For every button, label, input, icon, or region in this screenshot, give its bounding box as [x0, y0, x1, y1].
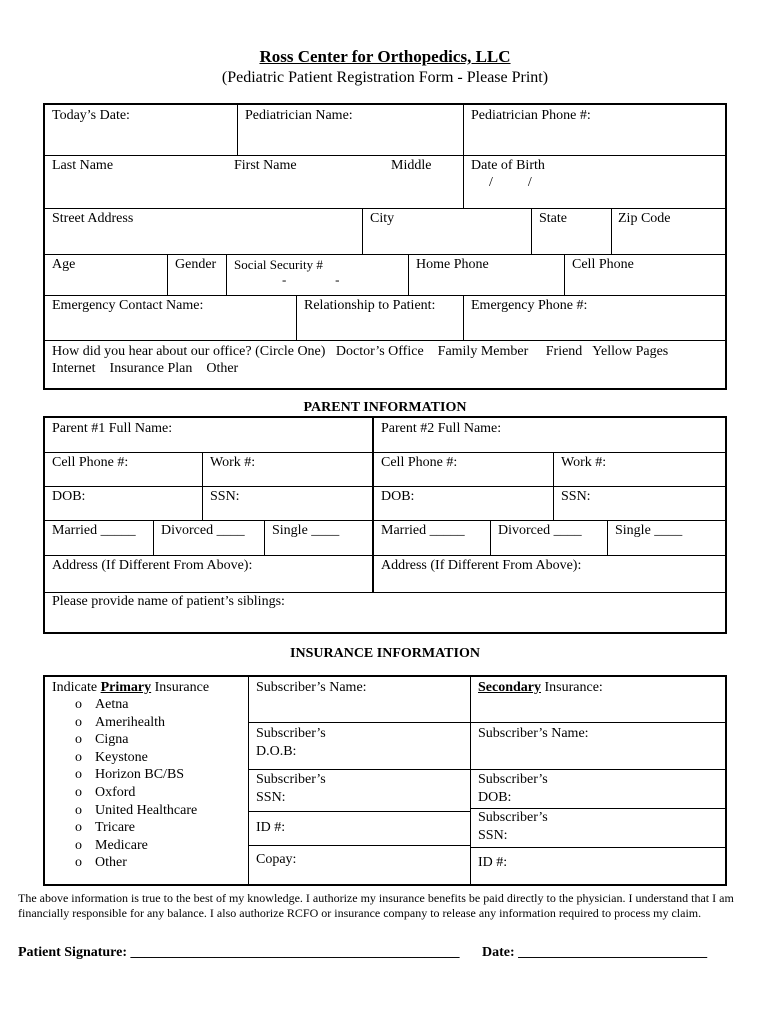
last-name-label: Last Name	[52, 158, 114, 173]
home-phone-label: Home Phone	[416, 257, 489, 272]
dob-slashes: / /	[489, 175, 532, 190]
state-label: State	[539, 211, 567, 226]
gender-label: Gender	[175, 257, 217, 272]
sec-subscriber-name-label: Subscriber’s Name:	[478, 726, 589, 741]
secondary-insurance-label: Secondary Insurance:	[478, 680, 603, 695]
pediatrician-name-label: Pediatrician Name:	[245, 108, 353, 123]
todays-date-label: Today’s Date:	[52, 108, 130, 123]
referral-options: Internet Insurance Plan Other	[52, 361, 239, 376]
middle-name-label: Middle	[391, 158, 432, 173]
sec-subscriber-ssn-label: Subscriber’s	[478, 810, 548, 825]
parent2-single: Single ____	[615, 523, 683, 538]
ssn-label: Social Security #	[234, 257, 323, 272]
parent2-married: Married _____	[381, 523, 465, 538]
street-address-label: Street Address	[52, 211, 134, 226]
parent1-single: Single ____	[272, 523, 340, 538]
subscriber-dob-label: Subscriber’s	[256, 726, 326, 741]
emergency-contact-label: Emergency Contact Name:	[52, 298, 204, 313]
list-item[interactable]: o United Healthcare	[75, 802, 198, 818]
insurance-info-heading: INSURANCE INFORMATION	[290, 646, 480, 661]
parent1-name-label: Parent #1 Full Name:	[52, 421, 173, 436]
sec-id-label: ID #:	[478, 855, 508, 870]
list-item[interactable]: o Horizon BC/BS	[75, 767, 185, 783]
parent1-dob-label: DOB:	[52, 489, 86, 504]
list-item[interactable]: o Medicare	[75, 837, 148, 853]
first-name-label: First Name	[234, 158, 297, 173]
ssn-dashes: - -	[282, 272, 340, 287]
parent1-divorced: Divorced ____	[161, 523, 245, 538]
primary-insurance-prompt: Indicate Primary Insurance	[52, 680, 210, 695]
form-title: Ross Center for Orthopedics, LLC	[259, 47, 511, 66]
parent2-ssn-label: SSN:	[561, 489, 591, 504]
parent2-name-label: Parent #2 Full Name:	[381, 421, 502, 436]
referral-question: How did you hear about our office? (Circle One) Doctor’s Office Family Member Friend Yellow Pages	[52, 344, 669, 359]
parent2-cell-label: Cell Phone #:	[381, 455, 458, 470]
emergency-phone-label: Emergency Phone #:	[471, 298, 588, 313]
relationship-label: Relationship to Patient:	[304, 298, 436, 313]
list-item[interactable]: o Cigna	[75, 732, 129, 748]
parent-info-heading: PARENT INFORMATION	[303, 400, 467, 415]
cell-phone-label: Cell Phone	[572, 257, 634, 272]
subscriber-dob-label-2: D.O.B:	[256, 744, 297, 759]
parent1-ssn-label: SSN:	[210, 489, 240, 504]
list-item[interactable]: o Oxford	[75, 784, 136, 800]
id-label: ID #:	[256, 820, 286, 835]
sec-subscriber-dob-label: Subscriber’s	[478, 772, 548, 787]
signature-date-line[interactable]: Date: ___________________________	[482, 945, 708, 960]
copay-label: Copay:	[256, 852, 297, 867]
city-label: City	[370, 211, 395, 226]
age-label: Age	[52, 257, 76, 272]
list-item[interactable]: o Other	[75, 855, 127, 871]
parent2-divorced: Divorced ____	[498, 523, 582, 538]
form-subtitle: (Pediatric Patient Registration Form - Please Print)	[221, 69, 549, 86]
insurance-options-list	[75, 696, 197, 872]
parent1-work-label: Work #:	[210, 455, 256, 470]
patient-signature-line[interactable]: Patient Signature: _______________________________________________	[18, 945, 460, 960]
parent2-work-label: Work #:	[561, 455, 607, 470]
list-item[interactable]: o Keystone	[75, 749, 148, 765]
pediatrician-phone-label: Pediatrician Phone #:	[471, 108, 591, 123]
subscriber-ssn-label: Subscriber’s	[256, 772, 326, 787]
subscriber-name-label: Subscriber’s Name:	[256, 680, 367, 695]
list-item[interactable]: o Tricare	[75, 820, 135, 836]
list-item[interactable]: o Amerihealth	[75, 714, 165, 730]
date-of-birth-label: Date of Birth	[471, 158, 545, 173]
sec-subscriber-dob-label-2: DOB:	[478, 790, 512, 805]
zip-code-label: Zip Code	[618, 211, 671, 226]
parent2-dob-label: DOB:	[381, 489, 415, 504]
parent2-address-label: Address (If Different From Above):	[381, 558, 582, 573]
parent1-married: Married _____	[52, 523, 136, 538]
subscriber-ssn-label-2: SSN:	[256, 790, 286, 805]
sec-subscriber-ssn-label-2: SSN:	[478, 828, 508, 843]
parent1-cell-label: Cell Phone #:	[52, 455, 129, 470]
list-item[interactable]: o Aetna	[75, 697, 129, 712]
consent-statement: The above information is true to the best of my knowledge. I authorize my insurance benefits be paid directly to the physician. I understand that I am financially responsible for any balance. I also authorize RCFO or insurance company to release any information required to process my claim.	[18, 891, 734, 920]
siblings-label: Please provide name of patient’s siblings:	[52, 594, 285, 609]
parent1-address-label: Address (If Different From Above):	[52, 558, 253, 573]
